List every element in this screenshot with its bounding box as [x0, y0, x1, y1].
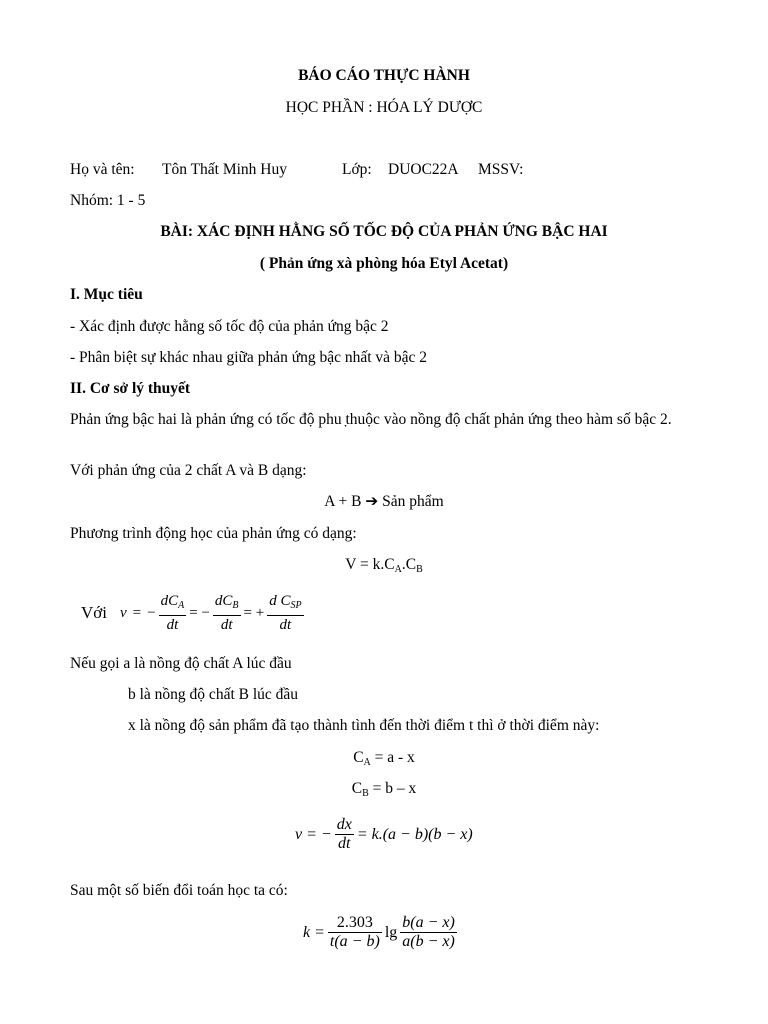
rate-constant-formula — [300, 914, 457, 951]
k-lhs: k = — [303, 923, 325, 941]
rate-eq-dot: .C — [401, 556, 417, 573]
student-name-value: Tôn Thất Minh Huy — [162, 161, 287, 178]
lesson-title: BÀI: XÁC ĐỊNH HẰNG SỐ TỐC ĐỘ CỦA PHẢN ỨNG BẬC HAI — [160, 223, 608, 240]
reaction-equation — [0, 492, 768, 512]
paragraph: x là nồng độ sản phẩm đã tạo thành tình đến thời điểm t thì ở thời điểm này: — [128, 717, 600, 734]
course-subtitle: HỌC PHẦN : HÓA LÝ DƯỢC — [285, 99, 483, 116]
minus-sign: − — [147, 604, 156, 621]
fraction-concentrations: $\frac{b(a - x)}{a(b - x)}$ — [402, 914, 455, 950]
paragraph: Phản ứng bậc hai là phản ứng có tốc độ phu ̣thuộc vào nồng độ chất phản ứng theo hàm số bậc 2. — [70, 411, 672, 428]
fraction-2303: $\frac{2.303}{t(a - b)}$ — [329, 914, 380, 950]
lesson-subtitle: ( Phản ứng xà phòng hóa Etyl Acetat) — [259, 255, 509, 272]
reaction-products: Sản phẩm — [382, 493, 444, 510]
fraction-dca-dt: $\frac{dC_A}{dt}$ — [160, 593, 185, 633]
student-id-label: MSSV: — [478, 161, 524, 178]
group-line: Nhóm: 1 - 5 — [70, 192, 146, 209]
student-name-label: Họ và tên: — [70, 161, 135, 178]
section-heading-theory: II. Cơ sở lý thuyết — [70, 380, 191, 397]
rate-eq-text: V = k.C — [345, 556, 395, 573]
paragraph: Phương trình động học của phản ứng có dạng: — [70, 525, 357, 542]
paragraph: Nếu gọi a là nồng độ chất A lúc đầu — [70, 655, 292, 672]
rate-expression-formula — [292, 816, 476, 853]
equals-minus: = − — [189, 604, 210, 621]
reaction-reactants: A + B — [324, 493, 362, 510]
rate-eq-sub-b: B — [416, 564, 423, 575]
v-rhs: = k.(a − b)(b − x) — [356, 825, 473, 843]
paragraph: Sau một số biến đổi toán học ta có: — [70, 882, 288, 899]
equals-plus: = + — [243, 604, 265, 621]
cb-equation: $C_B = b - x$ — [351, 780, 417, 799]
list-item: - Phân biệt sự khác nhau giữa phản ứng bậc nhất và bậc 2 — [70, 349, 428, 366]
v-lhs: v = − — [295, 825, 332, 843]
section-heading-objectives: I. Mục tiêu — [70, 286, 143, 303]
fraction-dx-dt: $\frac{dx}{dt}$ — [336, 816, 352, 852]
reaction-arrow-icon: ➔ — [365, 493, 379, 510]
fraction-dcsp-dt: $\frac{d C_{SP}}{dt}$ — [269, 593, 302, 633]
rate-derivative-formula — [78, 592, 304, 634]
report-title: BÁO CÁO THỰC HÀNH — [298, 67, 470, 84]
voi-label: Với — [81, 603, 107, 622]
rate-eq-sub-a: A — [394, 564, 402, 575]
paragraph: b là nồng độ chất B lúc đầu — [128, 686, 299, 703]
paragraph: Với phản ứng của 2 chất A và B dạng: — [70, 462, 307, 479]
equals-sign: = — [132, 604, 142, 621]
list-item: - Xác định được hằng số tốc độ của phản ứng bậc 2 — [70, 318, 389, 335]
class-value: DUOC22A — [388, 161, 459, 178]
class-label: Lớp: — [342, 161, 372, 178]
lg-operator: lg — [384, 923, 398, 941]
ca-equation: $C_A = a - x$ — [353, 749, 415, 768]
fraction-dcb-dt: $\frac{dC_B}{dt}$ — [214, 593, 239, 633]
rate-equation — [0, 555, 768, 580]
v-symbol: v — [120, 604, 127, 621]
